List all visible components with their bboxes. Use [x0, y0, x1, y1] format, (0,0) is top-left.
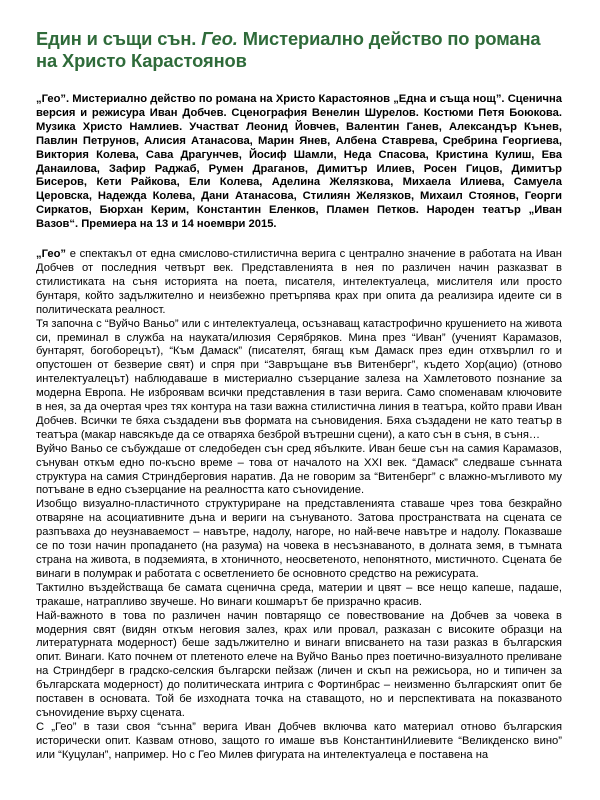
- body-paragraph-5: Тактилно въздействаща бе самата сценична среда, материи и цвят – все нещо капеше, падаше, тракаше, натрапливо звучеше. Но винаги кошмарът бе призрачно красив.: [36, 581, 562, 608]
- credits-paragraph: „Гео”. Мистериално действо по романа на Христо Карастоянов „Една и съща нощ”. Сценична версия и режисура Иван Добчев. Сценография Венелин Шурелов. Костюми Петя Боюкова. Музика Христо Намлиев. Участват Леонид Йовчев, Валентин Ганев, Александър Кънев, Павлин Петрунов, Алисия Атанасова, Марин Янев, Албена Ставрева, Сребрина Георгиева, Виктория Колева, Сава Драгунчев, Йосиф Шамли, Неда Спасова, Кристина Кулиш, Ева Данаилова, Зафир Раджаб, Румен Драганов, Димитър Илиев, Росен Гицов, Димитър Бисеров, Кети Райкова, Ели Колева, Аделина Желязкова, Михаела Илиева, Самуела Церовска, Надежда Колева, Дани Атанасова, Стилиян Желязков, Михаил Стоянов, Георги Сиркатов, Бюрхан Керим, Константин Еленков, Пламен Петков. Народен театър „Иван Вазов“. Премиера на 13 и 14 ноември 2015.: [36, 93, 562, 231]
- title-part-2: Мистериално действо по романа на Христо Карастоянов: [36, 28, 541, 71]
- article-body: [36, 248, 562, 763]
- article-title: [36, 28, 562, 72]
- body-paragraph-4: Изобщо визуално-пластичното структуриране на представленията ставаше чрез това безкрайно отваряне на асоциативните дъна и вериги на сънуваното. Затова пространствата на сцената се разпъваха до неузнаваемост – навътре, надолу, нагоре, но най-вече навътре и надолу. Показваше се по този начин пропадането (на разума) на човека в несъзнаваното, в долната земя, в тъмната страна на живота, в подземията, в хтоничното, неосветеното, непонятното, мистичното. Сцената бе винаги в полумрак и работата с осветлението бе основното средство на режисурата.: [36, 498, 562, 580]
- body-paragraph-6: Най-важното в това по различен начин повтарящо се повествование на Добчев за човека в модерния свят (видян откъм неговия залез, крах или провал, разказан с високите образци на литературната модерност) беше задължително и винаги вписването на тази разказ в българския опит. Винаги. Като почнем от плетеното елече на Вуйчо Ваньо през поетично-визуалното преливане на Стриндберг в градско-селския български пейзаж (личен и скъп на режисьора, но и типичен за българската модерност) до политическата интрига с Фортинбрас – неизменно българският опит бе поставен в основата. Той бе изходната точка на ставащото, но и перспективата на показваното сънovидение върху сцената.: [36, 609, 562, 719]
- body-paragraph-1-lead: „Гео”: [36, 248, 67, 261]
- body-paragraph-1-text: е спектакъл от една смислово-стилистична верига с централно значение в работата на Иван Добчев от последния четвърт век. Представленията в нея по различен начин разказват в стилистиката на съня историята на поета, писателя, интелектуалеца, мислителя или просто бунтаря, който задължително и неизбежно претърпява крах при опита да реализира идеите си в политическата реалност.: [36, 248, 562, 316]
- body-paragraph-7: С „Гео” в тази своя “сънна” верига Иван Добчев включва като материал отново българския исторически опит. Казвам отново, защото го имаше във КонстантинИлиевите “Великденско вино” или “Куцулан”, например. Но с Гео Милев фигурата на интелектуалеца е поставена на: [36, 720, 562, 761]
- body-paragraph-1: [36, 248, 562, 318]
- title-italic-geo: Гео.: [201, 28, 238, 49]
- body-paragraph-3: Вуйчо Ваньо се събуждаше от следобеден сън сред ябълките. Иван беше сън на самия Карамазов, сънуван откъм едно по-късно време – това от началото на XXI век. “Дамаск” следваше сънната структура на самия Стриндберговия наратив. Да не говорим за “Витенберг” с влажно-мъгливото му потъване в едно съзерцание на реалността като сънovидение.: [36, 442, 562, 497]
- title-part-1: Един и същи сън.: [36, 28, 202, 49]
- body-paragraph-2: Тя започна с “Вуйчо Ваньо” или с интелектуалеца, осъзнаващ катастрофично крушението на живота си, преминал в служба на науката/илюзия Серябряков. Мина през “Иван” (ученият Карамазов, бунтарят, богоборецът), “Към Дамаск” (писателят, бягащ към Дамаск през един отхвърлил го и опустошен от безверие свят) и спря при “Завръщане във Витенберг”, където Хор(ацио) (отново интелектуалецът) наблюдаваше в мистериално съзерцание залеза на Хамлетовото познание за модерна Европа. Не изброявам всички представления в тази верига. Само споменавам ключовите в нея, за да очертая чрез тях контура на тази важна стилистична линия в театъра, който прави Иван Добчев. Всички те бяха създадени във формата на съновидения. Бяха създадени не като театър в театъра (макар навсякъде да се отваряха безброй вътрешни сцени), а като сън в съня, в съня…: [36, 317, 562, 441]
